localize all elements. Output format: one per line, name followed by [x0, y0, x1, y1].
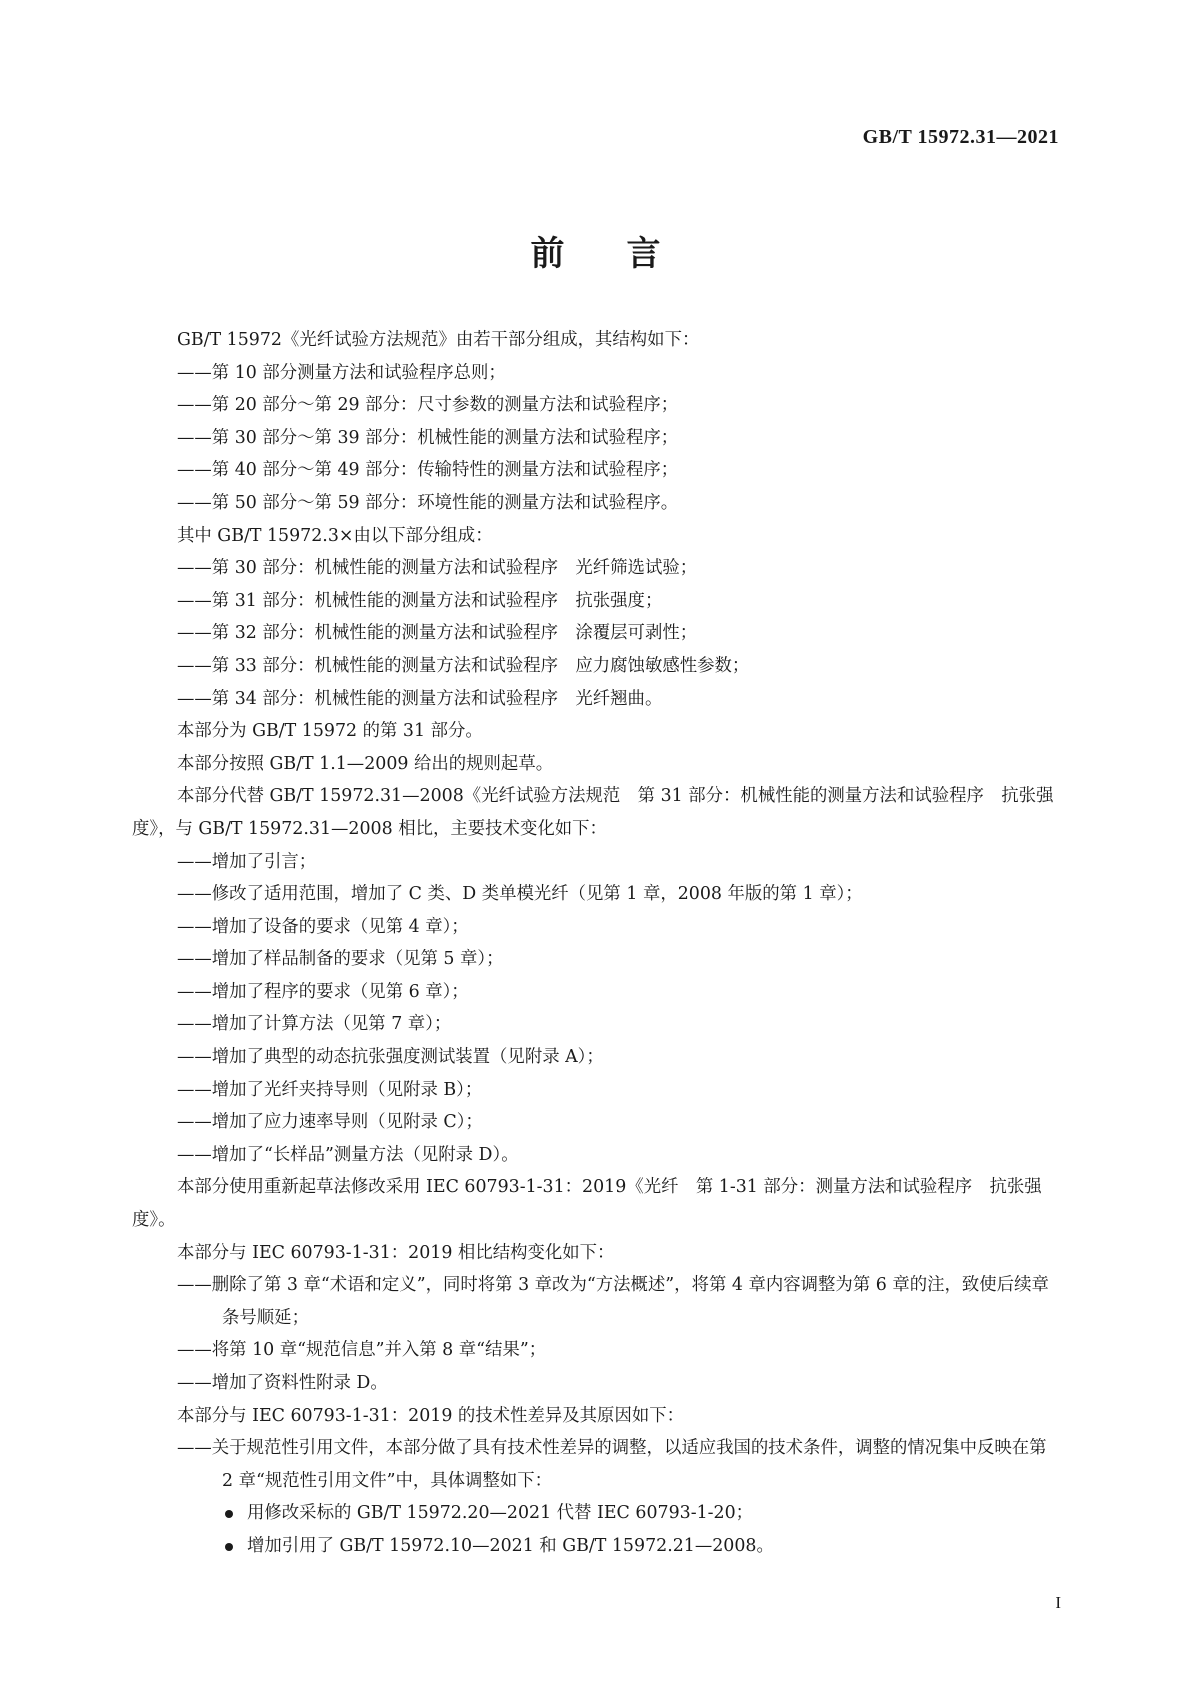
title-char-1: 前 [530, 234, 565, 274]
dash-item: ——第 30 部分～第 39 部分：机械性能的测量方法和试验程序； [177, 427, 679, 448]
bullet-item [132, 1497, 1060, 1530]
dash-item: ——增加了应力速率导则（见附录 C）； [177, 1112, 483, 1133]
bullet-text: 用修改采标的 GB/T 15972.20—2021 代替 IEC 60793-1-20； [247, 1503, 754, 1524]
dash-item: ——增加了样品制备的要求（见第 5 章）； [177, 949, 504, 970]
dash-item: ——增加了资料性附录 D。 [177, 1373, 388, 1393]
bullet-text: 增加引用了 GB/T 15972.10—2021 和 GB/T 15972.21—2008。 [247, 1535, 774, 1556]
paragraph: 本部分为 GB/T 15972 的第 31 部分。 [177, 721, 483, 742]
dash-item: ——将第 10 章“规范信息”并入第 8 章“结果”； [177, 1340, 547, 1361]
dash-item: ——增加了设备的要求（见第 4 章）； [177, 916, 469, 937]
dash-item: ——增加了计算方法（见第 7 章）； [177, 1014, 452, 1035]
dash-item: ——删除了第 3 章“术语和定义”，同时将第 3 章改为“方法概述”，将第 4 章内容调整为第 6 章的注，致使后续章条号顺延； [177, 1275, 1049, 1328]
page-number: I [1055, 1593, 1061, 1612]
dash-item: ——第 40 部分～第 49 部分：传输特性的测量方法和试验程序； [177, 460, 679, 481]
paragraph: 本部分与 IEC 60793-1-31：2019 相比结构变化如下： [177, 1242, 615, 1263]
dash-item: ——第 20 部分～第 29 部分：尺寸参数的测量方法和试验程序； [177, 395, 679, 416]
paragraph: 本部分按照 GB/T 1.1—2009 给出的规则起草。 [177, 753, 554, 774]
paragraph: 本部分代替 GB/T 15972.31—2008《光纤试验方法规范 第 31 部分：机械性能的测量方法和试验程序 抗张强度》，与 GB/T 15972.31—2008 相比，主要技术变化如下： [132, 786, 1054, 839]
page-title [0, 226, 1191, 275]
paragraph: 本部分与 IEC 60793-1-31：2019 的技术性差异及其原因如下： [177, 1405, 685, 1426]
dash-item: ——第 34 部分：机械性能的测量方法和试验程序 光纤翘曲。 [177, 688, 663, 709]
bullet-dot-icon [225, 1543, 233, 1551]
paragraph: 本部分使用重新起草法修改采用 IEC 60793-1-31：2019《光纤 第 1-31 部分：测量方法和试验程序 抗张强度》。 [132, 1177, 1042, 1231]
standard-code: GB/T 15972.31—2021 [862, 126, 1059, 148]
dash-item: ——增加了典型的动态抗张强度测试装置（见附录 A）； [177, 1047, 604, 1068]
dash-item: ——关于规范性引用文件，本部分做了具有技术性差异的调整，以适应我国的技术条件，调整的情况集中反映在第 2 章“规范性引用文件”中，具体调整如下： [177, 1438, 1047, 1491]
dash-item: ——第 50 部分～第 59 部分：环境性能的测量方法和试验程序。 [177, 492, 679, 513]
dash-item: ——第 10 部分测量方法和试验程序总则； [177, 362, 506, 383]
dash-item: ——修改了适用范围，增加了 C 类、D 类单模光纤（见第 1 章，2008 年版的第 1 章）； [177, 884, 863, 905]
dash-item: ——增加了光纤夹持导则（见附录 B）； [177, 1079, 483, 1100]
dash-item: ——第 31 部分：机械性能的测量方法和试验程序 抗张强度； [177, 590, 663, 611]
bullet-item [132, 1530, 1060, 1563]
dash-item: ——增加了“长样品”测量方法（见附录 D）。 [177, 1144, 519, 1165]
paragraph: 其中 GB/T 15972.3×由以下部分组成： [177, 525, 493, 546]
preface-body [132, 324, 1060, 1563]
title-char-2: 言 [626, 234, 661, 274]
dash-item: ——增加了程序的要求（见第 6 章）； [177, 981, 469, 1002]
dash-item: ——增加了引言； [177, 851, 317, 872]
dash-item: ——第 30 部分：机械性能的测量方法和试验程序 光纤筛选试验； [177, 558, 698, 579]
dash-item: ——第 33 部分：机械性能的测量方法和试验程序 应力腐蚀敏感性参数； [177, 655, 750, 676]
paragraph: GB/T 15972《光纤试验方法规范》由若干部分组成，其结构如下： [177, 330, 700, 350]
dash-item: ——第 32 部分：机械性能的测量方法和试验程序 涂覆层可剥性； [177, 623, 698, 644]
